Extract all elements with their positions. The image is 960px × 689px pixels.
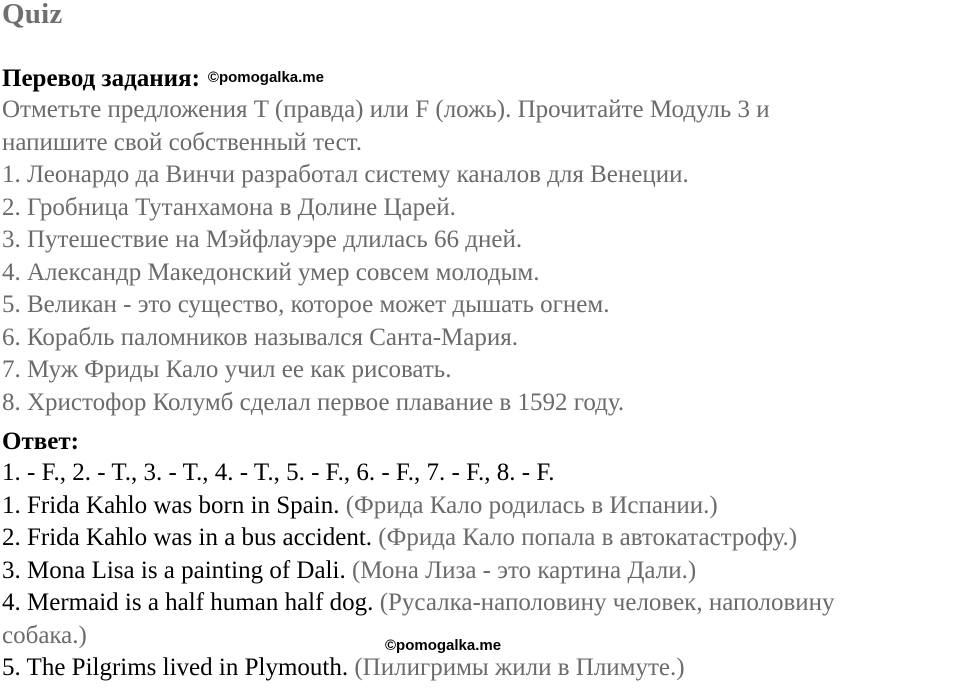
- translation-line: 5. Великан - это существо, которое может дышать огнем.: [2, 291, 610, 318]
- translation-line: Отметьте предложения T (правда) или F (ложь). Прочитайте Модуль 3 и: [2, 96, 770, 123]
- translation-line: 7. Муж Фриды Кало учил ее как рисовать.: [2, 356, 452, 383]
- translation-line: напишите свой собственный тест.: [2, 128, 362, 156]
- watermark-top: ©pomogalka.me: [207, 69, 324, 86]
- answer-item-russian: (Фрида Кало родилась в Испании.): [345, 491, 718, 519]
- answer-item: [2, 652, 960, 685]
- translation-line: 4. Александр Македонский умер совсем молодым.: [2, 258, 540, 286]
- answer-item-english: 1. Frida Kahlo was born in Spain.: [2, 491, 340, 519]
- answer-item-english: 3. Mona Lisa is a painting of Dali.: [2, 556, 346, 584]
- translation-line: 3. Путешествие на Мэйфлауэре длилась 66 дней.: [2, 226, 523, 253]
- answer-item: [2, 555, 960, 588]
- answer-item-english: 4. Mermaid is a half human half dog.: [2, 589, 374, 616]
- answer-item: [2, 587, 960, 620]
- answer-item: [2, 490, 960, 523]
- translation-line: 2. Гробница Тутанхамона в Долине Царей.: [2, 193, 456, 221]
- translation-line: 8. Христофор Колумб сделал первое плавание в 1592 году.: [2, 388, 625, 416]
- translation-line: 1. Леонардо да Винчи разработал систему каналов для Венеции.: [2, 161, 689, 188]
- page-title: Quiz: [2, 0, 63, 30]
- answer-item-russian: (Фрида Кало попала в автокатастрофу.): [378, 524, 798, 551]
- answer-heading: Ответ:: [2, 428, 79, 455]
- answer-heading-row: [2, 427, 960, 457]
- watermark-bottom: ©pomogalka.me: [385, 637, 502, 654]
- translation-heading: Перевод задания:: [2, 65, 200, 92]
- answer-item-russian: (Русалка-наполовину человек, наполовину: [379, 589, 835, 616]
- answer-item-russian: (Мона Лиза - это картина Дали.): [351, 556, 697, 584]
- answer-item-english: 5. The Pilgrims lived in Plymouth.: [2, 654, 349, 681]
- translation-heading-row: [2, 62, 960, 94]
- answer-item-russian: (Пилигримы жили в Плимуте.): [354, 654, 685, 681]
- answer-item-russian: собака.): [2, 621, 87, 649]
- translation-line: 6. Корабль паломников назывался Санта-Мария.: [2, 323, 518, 351]
- answer-item-english: 2. Frida Kahlo was in a bus accident.: [2, 524, 373, 551]
- answer-item: [2, 522, 960, 555]
- translation-section: [2, 62, 960, 419]
- answer-summary: 1. - F., 2. - T., 3. - T., 4. - T., 5. - F., 6. - F., 7. - F., 8. - F.: [2, 459, 555, 486]
